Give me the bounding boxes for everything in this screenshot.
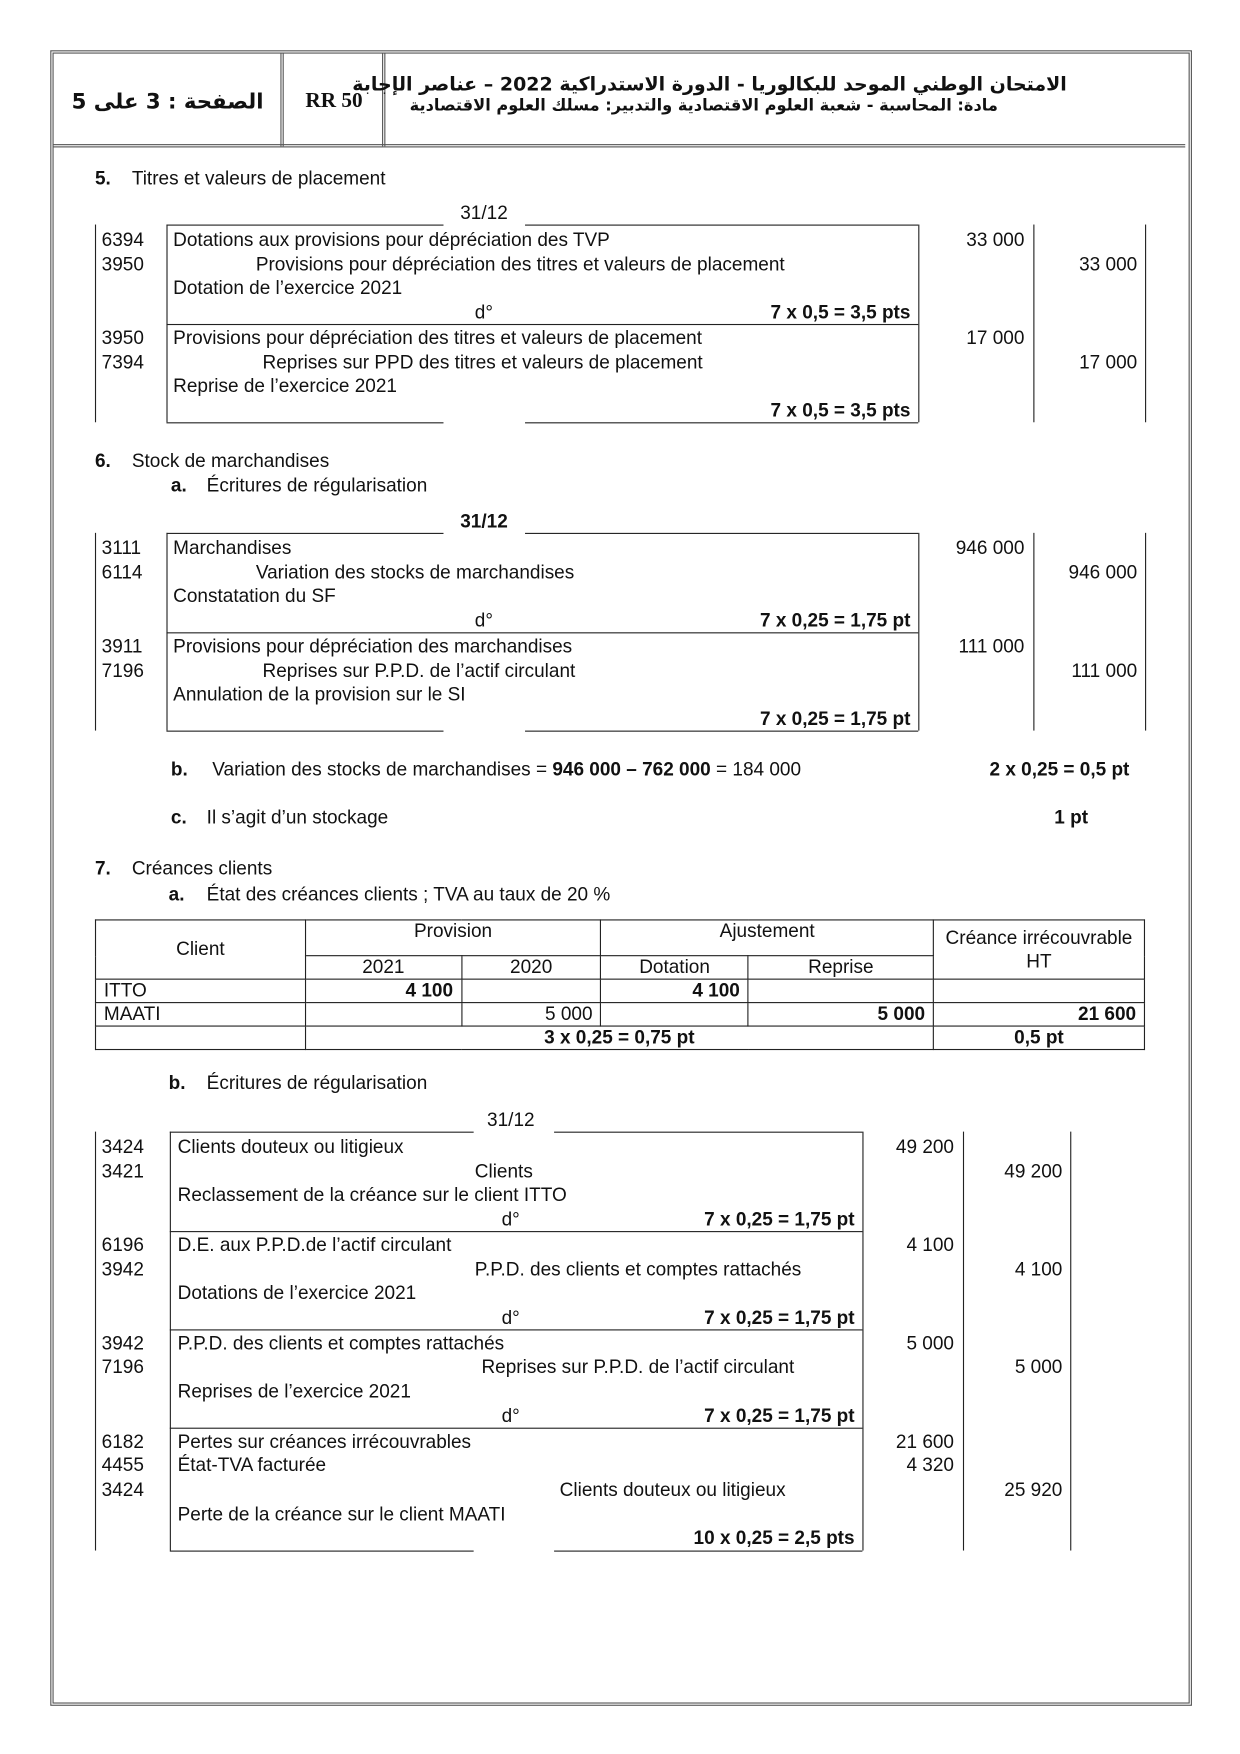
table-row	[96, 979, 1145, 1002]
col-header-creance: Créance irrécouvrable HT	[933, 920, 1144, 979]
section-6c-letter: c.	[170, 806, 187, 828]
account-label: Provisions pour dépréciation des titres et valeurs de placement	[255, 253, 785, 275]
bottom-line-right	[554, 1550, 862, 1551]
column-rule	[1070, 1132, 1071, 1551]
section-6a-title: Écritures de régularisation	[206, 474, 428, 496]
account-code: 3111	[101, 537, 142, 559]
column-rule	[963, 1132, 964, 1551]
provision-2021: 4 100	[305, 979, 461, 1002]
account-label: D.E. aux P.P.D.de l’actif circulant	[177, 1234, 452, 1256]
account-code: 7196	[101, 659, 144, 681]
reprise	[748, 979, 933, 1002]
column-rule	[862, 1132, 863, 1551]
credit-amount: 111 000	[1071, 659, 1138, 681]
stock-variation-formula	[212, 759, 801, 781]
col-header-ajustement: Ajustement	[601, 920, 934, 956]
column-rule	[95, 1132, 96, 1551]
entry-points: 7 x 0,25 = 1,75 pt	[759, 609, 911, 631]
formula-result: = 184 000	[710, 758, 802, 780]
col-header-2020: 2020	[461, 956, 600, 979]
entry-points: 7 x 0,25 = 1,75 pt	[759, 707, 911, 730]
account-label: Variation des stocks de marchandises	[255, 561, 575, 583]
ditto-mark: d°	[474, 609, 493, 631]
table-total-row	[96, 1026, 1145, 1049]
empty-cell	[96, 1026, 306, 1049]
account-code: 3421	[101, 1160, 144, 1182]
account-label: Perte de la créance sur le client MAATI	[177, 1503, 506, 1525]
account-code: 3942	[101, 1332, 144, 1354]
provision-2020: 5 000	[461, 1003, 600, 1026]
debit-amount: 49 200	[895, 1136, 955, 1158]
entry-points: 7 x 0,5 = 3,5 pts	[770, 399, 911, 421]
account-label: Reprises de l’exercice 2021	[177, 1380, 411, 1402]
column-rule	[1145, 225, 1146, 423]
account-code: 3911	[101, 635, 143, 657]
section-7-title: Créances clients	[131, 857, 273, 880]
header-divider	[382, 53, 385, 147]
entry-points: 7 x 0,5 = 3,5 pts	[770, 301, 911, 323]
debit-amount: 4 100	[906, 1234, 955, 1256]
account-label: Clients douteux ou litigieux	[559, 1478, 786, 1501]
date-line-left	[166, 225, 443, 226]
account-code: 6182	[101, 1430, 144, 1452]
section-6c-text: Il s’agit d’un stockage	[206, 806, 389, 828]
account-label: Dotations aux provisions pour dépréciation des TVP	[173, 229, 610, 251]
provision-2021	[305, 1003, 461, 1026]
credit-amount: 25 920	[1004, 1478, 1063, 1501]
col-header-2021: 2021	[305, 956, 461, 979]
bottom-line-left	[166, 731, 443, 732]
exam-title: الامتحان الوطني الموحد للبكالوريا - الدورة الاستدراكية 2022 – عناصر الإجابة	[352, 73, 1067, 97]
ditto-mark: d°	[501, 1208, 520, 1230]
reprise: 5 000	[748, 1003, 933, 1026]
date-line-right	[525, 225, 918, 226]
debit-amount: 4 320	[906, 1454, 955, 1477]
column-rule	[95, 225, 96, 423]
header-divider	[280, 53, 283, 147]
account-code: 7196	[101, 1356, 144, 1378]
account-label: Dotation de l’exercice 2021	[173, 277, 403, 299]
account-code: 7394	[101, 351, 144, 373]
section-6b-letter: b.	[170, 758, 188, 780]
formula-values: 946 000 – 762 000	[552, 758, 711, 780]
account-label: Annulation de la provision sur le SI	[173, 683, 466, 705]
entry-points: 10 x 0,25 = 2,5 pts	[693, 1527, 855, 1549]
column-rule	[918, 225, 919, 423]
account-code: 6196	[101, 1234, 144, 1256]
page-number: الصفحة : 3 على 5	[71, 89, 264, 114]
column-rule	[1033, 225, 1034, 423]
bottom-line-right	[525, 423, 918, 424]
dotation: 4 100	[601, 979, 748, 1002]
creance	[933, 979, 1144, 1002]
bottom-line-left	[166, 423, 443, 424]
client-name: MAATI	[96, 1003, 306, 1026]
date-line-left	[170, 1132, 474, 1133]
section-7-number: 7.	[94, 857, 111, 880]
account-code: 3950	[101, 327, 144, 349]
formula-text: Variation des stocks de marchandises =	[212, 758, 553, 780]
col-header-reprise: Reprise	[748, 956, 933, 979]
column-rule	[1145, 533, 1146, 731]
account-label: P.P.D. des clients et comptes rattachés	[474, 1258, 802, 1280]
account-label: Provisions pour dépréciation des marchandises	[173, 635, 573, 657]
col-header-dotation: Dotation	[601, 956, 748, 979]
section-7a-title: État des créances clients ; TVA au taux de 20 %	[206, 883, 611, 905]
debit-amount: 21 600	[895, 1430, 955, 1452]
creance: 21 600	[933, 1003, 1144, 1026]
account-label: Marchandises	[173, 537, 292, 559]
account-code: 3424	[101, 1136, 144, 1158]
bottom-line-left	[170, 1550, 474, 1551]
account-label: Clients douteux ou litigieux	[177, 1136, 404, 1158]
account-code: 6394	[101, 229, 144, 251]
table-points: 3 x 0,25 = 0,75 pt	[305, 1026, 933, 1049]
exam-subject: مادة: المحاسبة - شعبة العلوم الاقتصادية والتدبير: مسلك العلوم الاقتصادية	[409, 97, 998, 116]
account-code: 4455	[101, 1454, 144, 1477]
table-row	[96, 1003, 1145, 1026]
column-rule	[170, 1132, 171, 1551]
credit-amount: 17 000	[1079, 351, 1138, 373]
debit-amount: 5 000	[906, 1332, 955, 1354]
client-name: ITTO	[96, 979, 306, 1002]
section-6b-points: 2 x 0,25 = 0,5 pt	[989, 758, 1130, 780]
account-code: 3950	[101, 253, 144, 275]
provision-2020	[461, 979, 600, 1002]
account-label: État-TVA facturée	[177, 1454, 327, 1477]
receivables-table	[95, 919, 1145, 1050]
credit-amount: 49 200	[1004, 1160, 1063, 1182]
debit-amount: 946 000	[955, 537, 1025, 559]
column-rule	[918, 533, 919, 731]
account-label: Pertes sur créances irrécouvrables	[177, 1430, 472, 1452]
debit-amount: 17 000	[966, 327, 1025, 349]
journal-date: 31/12	[460, 510, 508, 532]
account-label: Reprises sur P.P.D. de l’actif circulant	[262, 659, 576, 681]
section-5-title: Titres et valeurs de placement	[131, 167, 386, 189]
debit-amount: 111 000	[958, 635, 1025, 657]
credit-amount: 5 000	[1014, 1356, 1063, 1378]
column-rule	[166, 533, 167, 731]
section-6a-letter: a.	[170, 474, 187, 496]
section-7b-letter: b.	[168, 1072, 186, 1094]
section-7b-title: Écritures de régularisation	[206, 1072, 428, 1094]
account-label: Constatation du SF	[173, 585, 336, 607]
date-line-left	[166, 533, 443, 534]
exam-code: RR 50	[305, 89, 363, 113]
account-label: Reprise de l’exercice 2021	[173, 375, 397, 397]
creance-points: 0,5 pt	[933, 1026, 1144, 1049]
ditto-mark: d°	[501, 1306, 520, 1328]
col-header-provision: Provision	[305, 920, 601, 956]
section-6-title: Stock de marchandises	[131, 450, 330, 472]
column-rule	[95, 533, 96, 731]
col-header-client: Client	[96, 920, 306, 979]
account-label: P.P.D. des clients et comptes rattachés	[177, 1332, 505, 1354]
date-line-right	[525, 533, 918, 534]
ditto-mark: d°	[501, 1404, 520, 1427]
account-code: 6114	[101, 561, 143, 583]
account-label: Provisions pour dépréciation des titres et valeurs de placement	[173, 327, 703, 349]
credit-amount: 4 100	[1014, 1258, 1063, 1280]
entry-points: 7 x 0,25 = 1,75 pt	[704, 1404, 855, 1427]
entry-points: 7 x 0,25 = 1,75 pt	[704, 1208, 855, 1230]
column-rule	[1033, 533, 1034, 731]
ditto-mark: d°	[474, 301, 493, 323]
account-label: Clients	[474, 1160, 533, 1182]
account-label: Dotations de l’exercice 2021	[177, 1282, 417, 1304]
entry-points: 7 x 0,25 = 1,75 pt	[704, 1306, 855, 1328]
section-6c-points: 1 pt	[1054, 806, 1089, 828]
account-label: Reprises sur PPD des titres et valeurs de placement	[262, 351, 703, 373]
account-label: Reclassement de la créance sur le client ITTO	[177, 1184, 567, 1206]
account-code: 3424	[101, 1478, 144, 1501]
column-rule	[166, 225, 167, 423]
account-code: 3942	[101, 1258, 144, 1280]
debit-amount: 33 000	[966, 229, 1025, 251]
journal-date: 31/12	[460, 202, 508, 224]
journal-date: 31/12	[487, 1109, 535, 1131]
bottom-line-right	[525, 731, 918, 732]
section-6-number: 6.	[94, 450, 111, 472]
date-line-right	[554, 1132, 862, 1133]
credit-amount: 946 000	[1068, 561, 1138, 583]
section-7a-letter: a.	[168, 883, 185, 905]
account-label: Reprises sur P.P.D. de l’actif circulant	[481, 1356, 795, 1378]
credit-amount: 33 000	[1079, 253, 1138, 275]
dotation	[601, 1003, 748, 1026]
section-5-number: 5.	[94, 167, 111, 189]
